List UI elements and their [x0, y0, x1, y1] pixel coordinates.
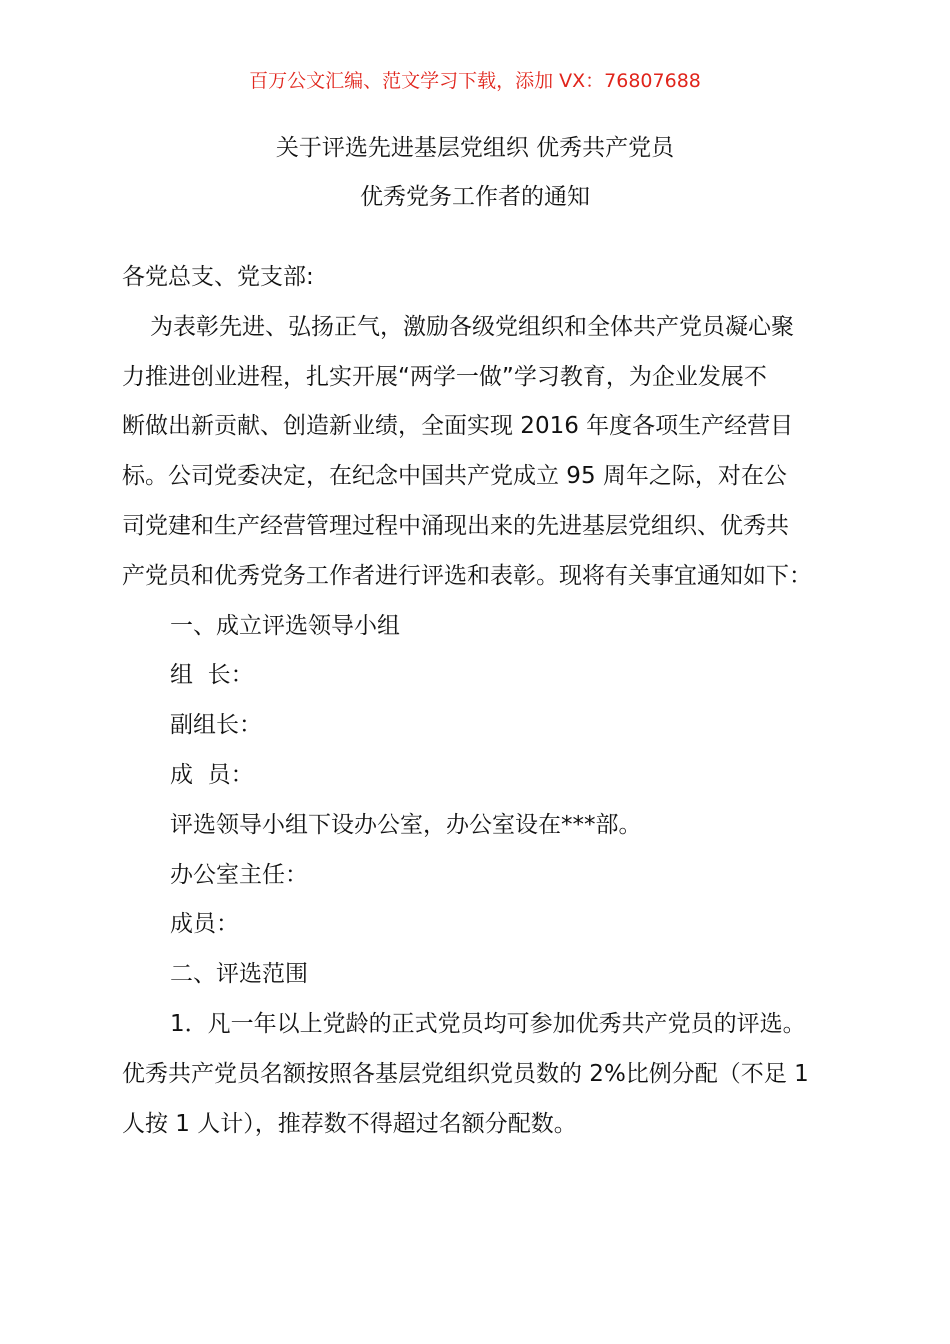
- paragraph-line: 标。公司党委决定，在纪念中国共产党成立 95 周年之际，对在公: [122, 463, 787, 490]
- section-heading: 一、成立评选领导小组: [170, 612, 400, 639]
- office-setup-text: 评选领导小组下设办公室，办公室设在***部。: [170, 811, 642, 838]
- members-label: 成 员：: [170, 761, 254, 788]
- section-heading: 二、评选范围: [170, 961, 308, 988]
- office-members-label: 成员：: [170, 911, 239, 938]
- paragraph-line: 司党建和生产经营管理过程中涌现出来的先进基层党组织、优秀共: [122, 512, 789, 539]
- leader-label: 组 长：: [170, 662, 254, 689]
- item-line: 1．凡一年以上党龄的正式党员均可参加优秀共产党员的评选。: [170, 1010, 806, 1037]
- salutation: 各党总支、党支部:: [122, 264, 314, 290]
- paragraph-line: 断做出新贡献、创造新业绩，全面实现 2016 年度各项生产经营目: [122, 413, 794, 440]
- paragraph-line: 力推进创业进程，扎实开展“两学一做”学习教育，为企业发展不: [122, 363, 767, 390]
- office-director-label: 办公室主任：: [170, 861, 308, 888]
- document-title-line-2: 优秀党务工作者的通知: [360, 184, 590, 210]
- paragraph-line: 产党员和优秀党务工作者进行评选和表彰。现将有关事宜通知如下：: [122, 562, 812, 589]
- deputy-leader-label: 副组长：: [170, 712, 262, 739]
- promo-banner: 百万公文汇编、范文学习下载，添加 VX：76807688: [249, 70, 701, 92]
- document-body: [122, 253, 836, 1149]
- item-line: 人按 1 人计），推荐数不得超过名额分配数。: [122, 1110, 577, 1137]
- document-title-line-1: 关于评选先进基层党组织 优秀共产党员: [275, 135, 675, 161]
- item-line: 优秀共产党员名额按照各基层党组织党员数的 2%比例分配（不足 1: [122, 1060, 809, 1087]
- paragraph-line: 为表彰先进、弘扬正气，激励各级党组织和全体共产党员凝心聚: [150, 313, 794, 340]
